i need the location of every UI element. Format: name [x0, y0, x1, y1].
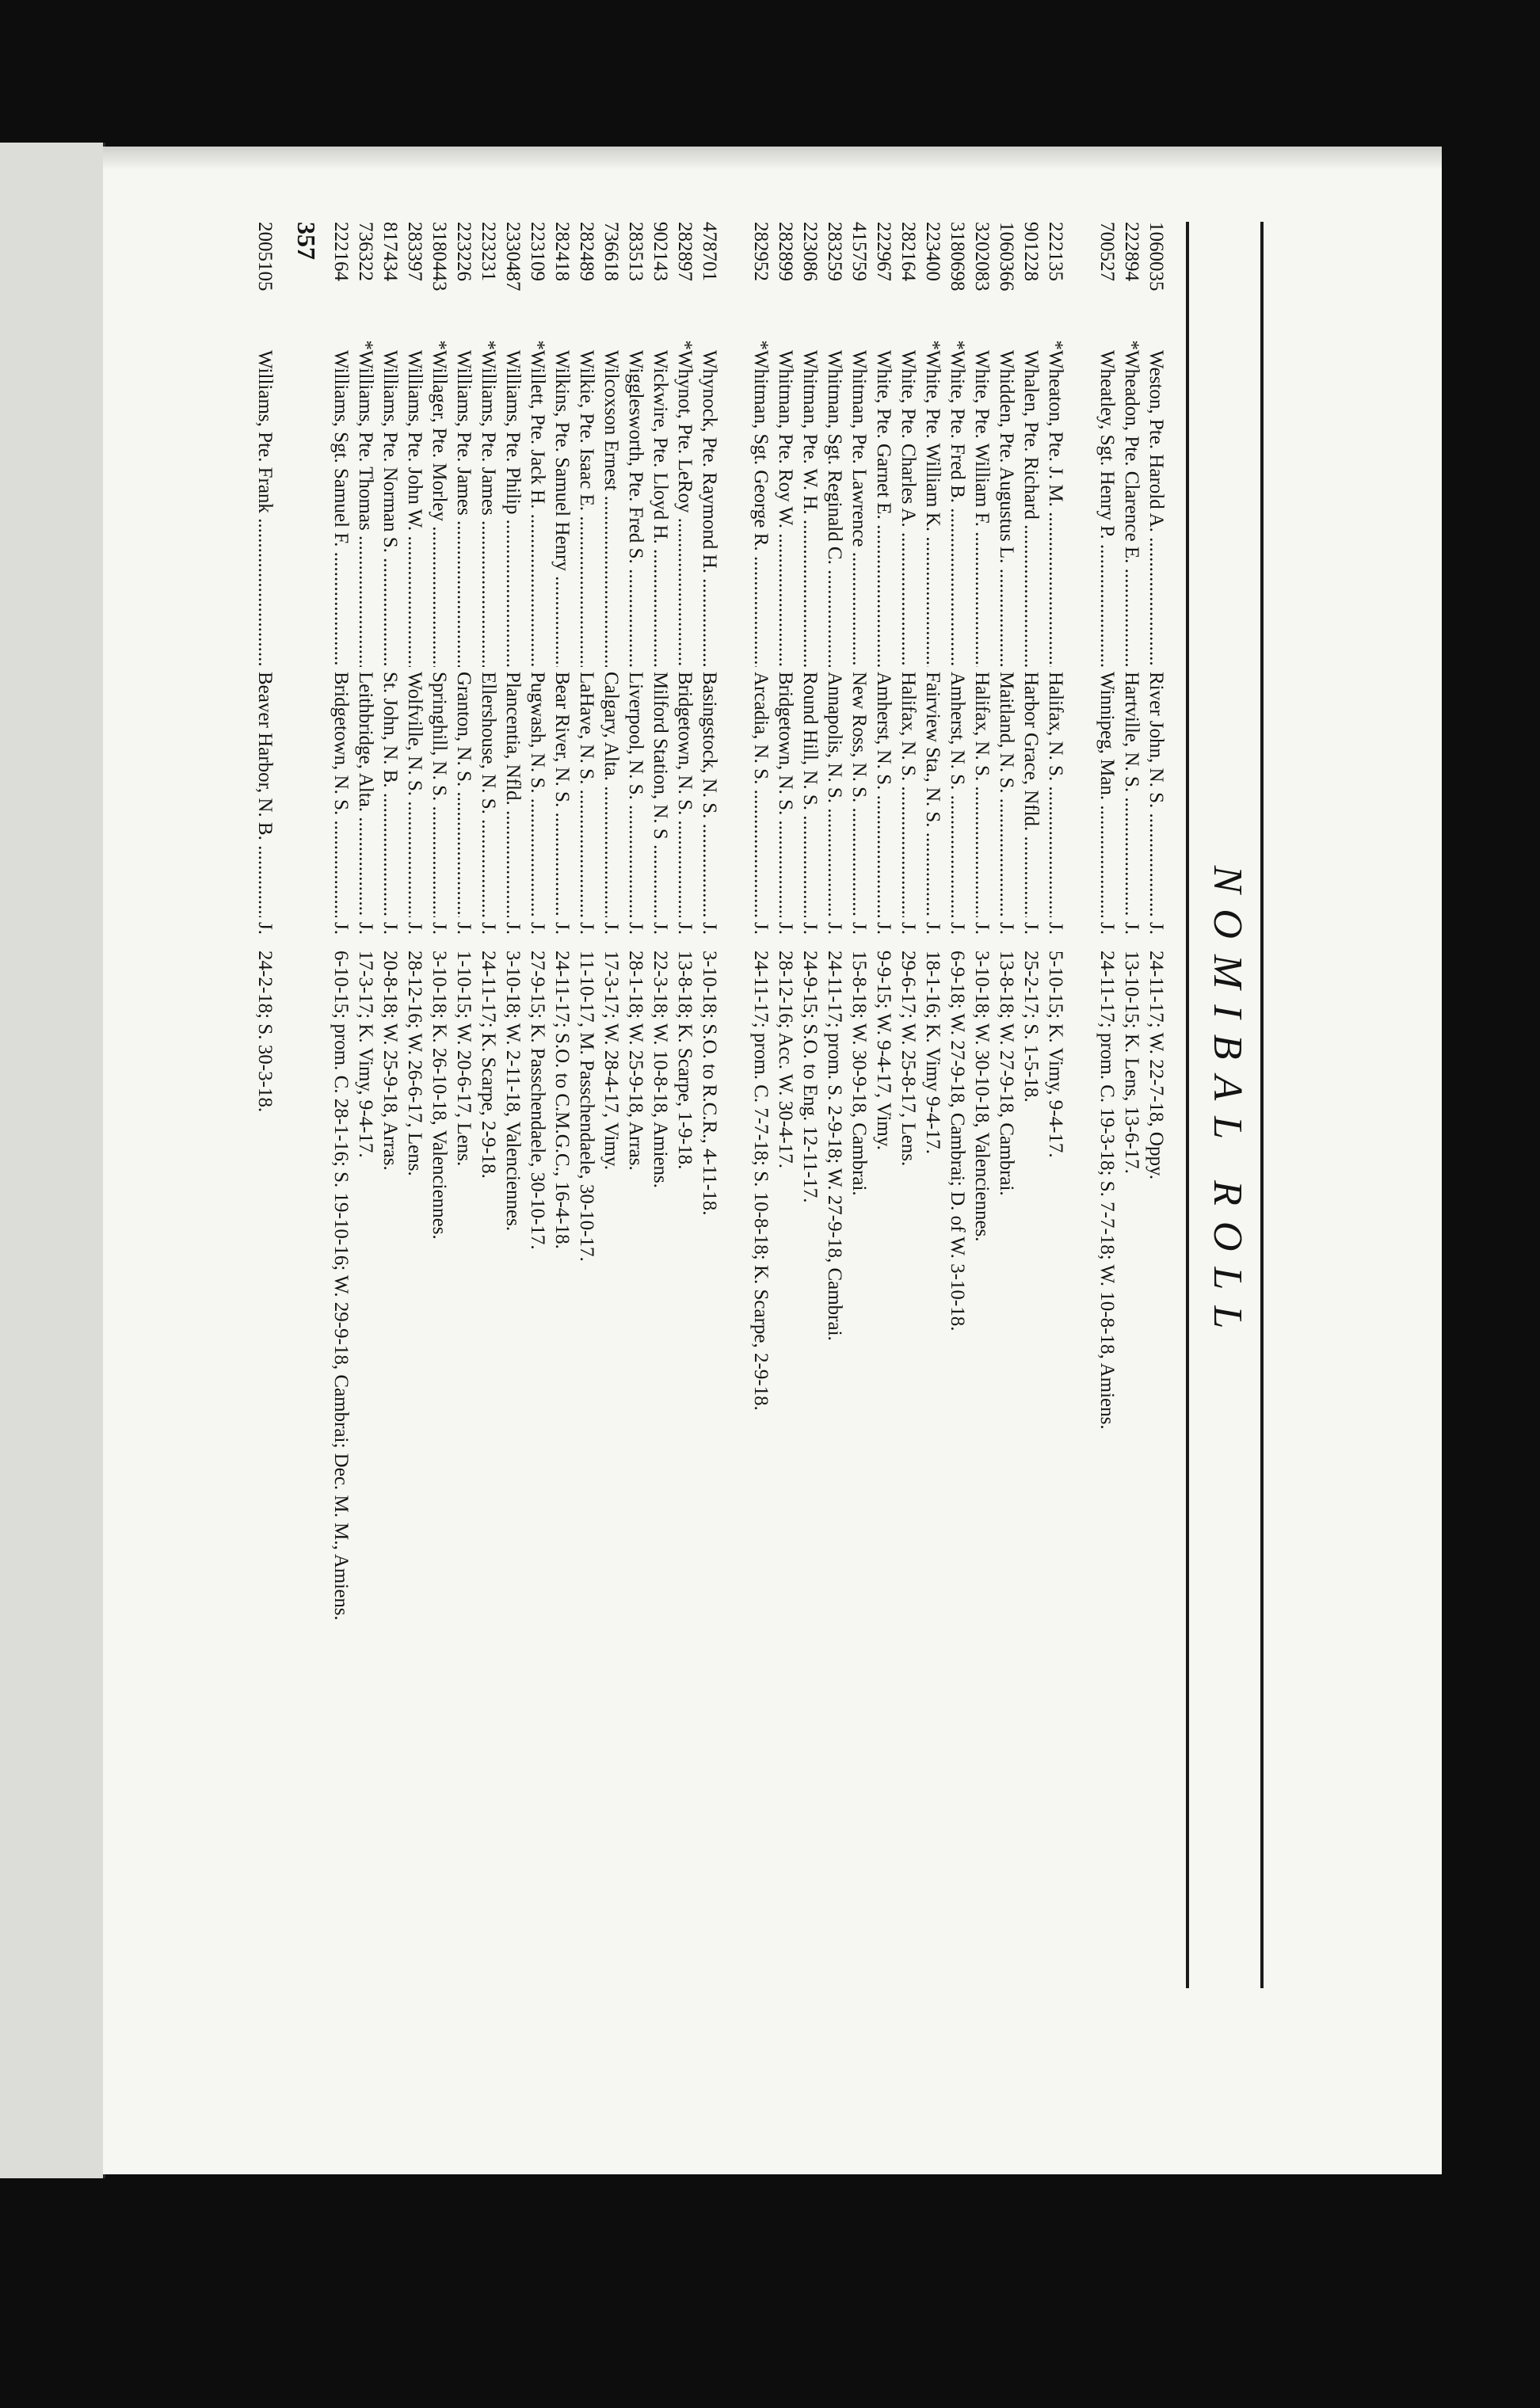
roll-entry — [427, 222, 452, 1988]
record-code: J. — [799, 922, 821, 935]
home-town: New Ross, N. S. ..... — [847, 672, 871, 917]
service-record: 29-6-17; W. 25-8-17, Lens. — [898, 951, 919, 1167]
record-code: J. — [600, 922, 622, 935]
home-town: Bridgetown, N. S. ..... — [773, 672, 798, 917]
soldier-name: Williams, Pte. Thomas ..... — [353, 350, 378, 667]
home-town: Wolfville, N. S. ..... — [402, 672, 427, 917]
service-record: 18-1-16; K. Vimy 9-4-17. — [922, 951, 943, 1155]
home-town: Bridgetown, N. S. ..... — [329, 672, 353, 917]
soldier-name: Willett, Pte. Jack H. ..... — [525, 350, 550, 667]
record-code: J. — [1096, 922, 1118, 935]
service-record: 24-11-17; S.O. to C.M.G.C., 16-4-18. — [551, 951, 573, 1249]
service-record: 17-3-17; K. Vimy, 9-4-17. — [355, 951, 376, 1158]
soldier-name: White, Pte. Fred B. ..... — [945, 350, 970, 667]
service-number: 223086 — [799, 222, 821, 281]
roll-entry — [501, 222, 525, 1988]
service-record: 28-12-16; Acc. W. 30-4-17. — [775, 951, 796, 1168]
service-number: 222894 — [1121, 222, 1142, 281]
page-header — [1186, 222, 1264, 1988]
service-number: 222967 — [873, 222, 894, 281]
home-town: Granton, N. S. ..... — [452, 672, 476, 917]
record-code: J. — [1020, 922, 1042, 935]
record-code: J. — [848, 922, 870, 935]
casualty-mark: * — [922, 340, 943, 350]
service-record: 13-10-15; K. Lens, 13-6-17. — [1121, 951, 1142, 1174]
service-record: 9-9-15; W. 9-4-17, Vimy. — [873, 951, 894, 1150]
service-number: 2330487 — [502, 222, 524, 291]
rotated-page-content — [254, 222, 1264, 1988]
service-number: 223400 — [922, 222, 943, 281]
roll-entry — [945, 222, 970, 1988]
service-number: 223231 — [478, 222, 499, 281]
record-code: J. — [429, 922, 450, 935]
record-code: J. — [898, 922, 919, 935]
soldier-name: Williams, Pte. John W. ..... — [402, 350, 427, 667]
soldier-name: Whalen, Pte. Richard ..... — [1019, 350, 1043, 667]
roll-entry — [773, 222, 798, 1988]
record-code: J. — [873, 922, 894, 935]
roll-entry — [304, 222, 353, 1988]
page-number: 357 — [292, 222, 321, 260]
soldier-name: Whynot, Pte. LeRoy ..... — [673, 350, 697, 667]
soldier-name: Williams, Pte. Norman S. ..... — [378, 350, 402, 667]
roll-entry — [1119, 222, 1144, 1988]
roll-entry — [402, 222, 427, 1988]
casualty-mark: * — [527, 340, 548, 350]
roll-entry — [353, 222, 378, 1988]
record-code: J. — [947, 922, 968, 935]
home-town: Beaver Harbor, N. B. ..... — [253, 672, 277, 917]
roll-entry — [648, 222, 673, 1988]
home-town: Liverpool, N. S. ..... — [623, 672, 648, 917]
service-record: 24-11-17; prom. C. 7-7-18; S. 10-8-18; K. Scarpe, 2-9-18. — [750, 951, 772, 1411]
service-record: 3-10-18; S.O. to R.C.R., 4-11-18. — [699, 951, 720, 1216]
roll-entry — [970, 222, 994, 1988]
home-town: Bear River, N. S. ..... — [550, 672, 574, 917]
service-record: 6-9-18; W. 27-9-18, Cambrai; D. of W. 3-10-18. — [947, 951, 968, 1332]
home-town: Arcadia, N. S. ..... — [749, 672, 773, 917]
record-code: J. — [404, 922, 425, 935]
roll-entry — [798, 222, 822, 1988]
soldier-name: White, Pte. Garnet E. ..... — [871, 350, 896, 667]
record-code: J. — [699, 922, 720, 935]
service-number: 223226 — [453, 222, 475, 281]
roll-entry — [994, 222, 1019, 1988]
soldier-name: Wickwire, Pte. Lloyd H. ..... — [648, 350, 673, 667]
roll-entry — [749, 222, 773, 1988]
home-town: Halifax, N. S. ..... — [896, 672, 921, 917]
service-record: 1-10-15; W. 20-6-17, Lens. — [453, 951, 475, 1167]
service-record: 27-9-15; K. Passchendaele, 30-10-17. — [527, 951, 548, 1250]
record-code: J. — [775, 922, 796, 935]
service-number: 282899 — [775, 222, 796, 281]
service-number: 736618 — [600, 222, 622, 281]
home-town: Hartville, N. S. ..... — [1119, 672, 1144, 917]
soldier-name: Whitman, Sgt. Reginald C. ..... — [822, 350, 847, 667]
group-gap — [722, 222, 749, 1988]
service-record: 24-11-17; prom. C. 19-3-18; S. 7-7-18; W. 10-8-18, Amiens. — [1096, 951, 1118, 1430]
soldier-name: Whidden, Pte. Augustus L. ..... — [994, 350, 1019, 667]
home-town: Amherst, N. S. ..... — [945, 672, 970, 917]
soldier-name: Whitman, Pte. W. H. ..... — [798, 350, 822, 667]
record-code: J. — [551, 922, 573, 935]
record-code: J. — [996, 922, 1017, 935]
soldier-name: Williams, Sgt. Samuel F. ..... — [329, 350, 353, 667]
service-number: 2005105 — [254, 222, 276, 291]
roll-entry — [847, 222, 871, 1988]
soldier-name: Whitman, Pte. Roy W. ..... — [773, 350, 798, 667]
casualty-mark: * — [674, 340, 696, 350]
soldier-name: Wilkins, Pte. Samuel Henry ..... — [550, 350, 574, 667]
soldier-name: Williams, Pte. James ..... — [476, 350, 501, 667]
home-town: Basingstock, N. S. ..... — [697, 672, 722, 917]
roll-entry — [550, 222, 574, 1988]
service-number: 283513 — [625, 222, 646, 281]
record-code: J. — [650, 922, 671, 935]
soldier-name: Wilkie, Pte. Isaac E. ..... — [574, 350, 599, 667]
roll-entry — [476, 222, 501, 1988]
record-code: J. — [1121, 922, 1142, 935]
service-number: 222135 — [1045, 222, 1066, 281]
soldier-name: Whynock, Pte. Raymond H. ..... — [697, 350, 722, 667]
record-code: J. — [379, 922, 401, 935]
casualty-mark: * — [947, 340, 968, 350]
service-record: 17-3-17; W. 28-4-17, Vimy. — [600, 951, 622, 1170]
record-code: J. — [750, 922, 772, 935]
roll-entry — [378, 222, 402, 1988]
home-town: St. John, N. B. ..... — [378, 672, 402, 917]
roll-entry — [822, 222, 847, 1988]
service-number: 736322 — [355, 222, 376, 281]
service-number: 700527 — [1096, 222, 1118, 281]
service-number: 3180443 — [429, 222, 450, 291]
home-town: Pugwash, N. S. ..... — [525, 672, 550, 917]
soldier-name: Wheatley, Sgt. Henry P. ..... — [1095, 350, 1119, 667]
casualty-mark: * — [355, 340, 376, 350]
casualty-mark: * — [478, 340, 499, 350]
service-record: 20-8-18; W. 25-9-18, Arras. — [379, 951, 401, 1171]
casualty-mark: * — [1045, 340, 1066, 350]
roll-entry — [871, 222, 896, 1988]
service-record: 24-11-17; K. Scarpe, 2-9-18. — [478, 951, 499, 1179]
soldier-name: Williams, Pte. Frank ..... — [253, 350, 277, 667]
soldier-name: Wheaton, Pte. J. M. ..... — [1043, 350, 1068, 667]
record-code: J. — [355, 922, 376, 935]
service-number: 282489 — [576, 222, 597, 281]
soldier-name: White, Pte. William K. ..... — [921, 350, 945, 667]
casualty-mark: * — [429, 340, 450, 350]
roll-entry — [574, 222, 599, 1988]
record-code: J. — [502, 922, 524, 935]
soldier-name: White, Pte. Charles A. ..... — [896, 350, 921, 667]
record-code: J. — [971, 922, 993, 935]
service-record: 15-8-18; W. 30-9-18, Cambrai. — [848, 951, 870, 1196]
record-code: J. — [478, 922, 499, 935]
service-record: 24-11-17; prom. S. 2-9-18; W. 27-9-18, Cambrai. — [824, 951, 845, 1341]
home-town: Round Hill, N. S. ..... — [798, 672, 822, 917]
home-town: Halifax, N. S. ..... — [1043, 672, 1068, 917]
service-record: 3-10-18; W. 2-11-18, Valenciennes. — [502, 951, 524, 1232]
service-number: 1060366 — [996, 222, 1017, 291]
soldier-name: Williams, Pte. Philip ..... — [501, 350, 525, 667]
service-record: 13-8-18; K. Scarpe, 1-9-18. — [674, 951, 696, 1170]
service-record: 11-10-17, M. Passchendaele, 30-10-17. — [576, 951, 597, 1262]
record-code: J. — [527, 922, 548, 935]
casualty-mark: * — [1121, 340, 1142, 350]
home-town: Ellershouse, N. S. ..... — [476, 672, 501, 917]
service-number: 3202083 — [971, 222, 993, 291]
service-number: 282418 — [551, 222, 573, 281]
soldier-name: Willager, Pte. Morley ..... — [427, 350, 452, 667]
home-town: Plancentia, Nfld. ..... — [501, 672, 525, 917]
record-code: J. — [330, 922, 352, 935]
record-code: J. — [576, 922, 597, 935]
roll-entry — [673, 222, 697, 1988]
service-number: 817434 — [379, 222, 401, 281]
home-town: Calgary, Alta. ..... — [599, 672, 623, 917]
soldier-name: Williams, Pte. James ..... — [452, 350, 476, 667]
service-number: 902143 — [650, 222, 671, 281]
service-number: 283397 — [404, 222, 425, 281]
home-town: Springhill, N. S. ..... — [427, 672, 452, 917]
service-record: 24-2-18; S. 30-3-18. — [254, 951, 276, 1113]
casualty-mark: * — [750, 340, 772, 350]
roll-entry — [697, 222, 722, 1988]
record-code: J. — [453, 922, 475, 935]
roll-entry — [1019, 222, 1043, 1988]
service-record: 25-2-17; S. 1-5-18. — [1020, 951, 1042, 1103]
roll-entry — [525, 222, 550, 1988]
home-town: Maitland, N. S. ..... — [994, 672, 1019, 917]
home-town: Winnipeg, Man. ..... — [1095, 672, 1119, 917]
home-town: Halifax, N. S. ..... — [970, 672, 994, 917]
service-record: 13-8-18; W. 27-9-18, Cambrai. — [996, 951, 1017, 1196]
service-record: 22-3-18; W. 10-8-18, Amiens. — [650, 951, 671, 1188]
home-town: Amherst, N. S. ..... — [871, 672, 896, 917]
soldier-name: Wigglesworth, Pte. Fred S. ..... — [623, 350, 648, 667]
group-gap — [277, 222, 304, 1988]
service-record: 5-10-15; K. Vimy, 9-4-17. — [1045, 951, 1066, 1158]
home-town: Harbor Grace, Nfld. ..... — [1019, 672, 1043, 917]
service-number: 3180698 — [947, 222, 968, 291]
service-record: 3-10-18; W. 30-10-18, Valenciennes. — [971, 951, 993, 1242]
service-number: 1060035 — [1145, 222, 1167, 291]
group-gap — [1068, 222, 1095, 1988]
home-town: Annapolis, N. S. ..... — [822, 672, 847, 917]
home-town: Fairview Sta., N. S. ..... — [921, 672, 945, 917]
service-number: 282897 — [674, 222, 696, 281]
record-code: J. — [674, 922, 696, 935]
soldier-name: White, Pte. William F. ..... — [970, 350, 994, 667]
record-code: J. — [625, 922, 646, 935]
service-number: 415759 — [848, 222, 870, 281]
service-number: 283259 — [824, 222, 845, 281]
service-record: 28-1-18; W. 25-9-18, Arras. — [625, 951, 646, 1171]
service-record: 3-10-18; K. 26-10-18, Valenciennes. — [429, 951, 450, 1240]
roll-entry — [1144, 222, 1168, 1988]
record-code: J. — [1045, 922, 1066, 935]
home-town: Leithbridge, Alta. ..... — [353, 672, 378, 917]
home-town: River John, N. S. ..... — [1144, 672, 1168, 917]
home-town: LaHave, N. S. ..... — [574, 672, 599, 917]
soldier-name: Whitman, Pte. Lawrence ..... — [847, 350, 871, 667]
service-number: 222164 — [330, 222, 352, 281]
service-record: 6-10-15; prom. C. 28-1-16; S. 19-10-16; W. 29-9-18, Cambrai; Dec. M. M., Amiens. — [330, 951, 352, 1621]
nominal-roll-list — [253, 222, 1168, 1988]
soldier-name: Wilcoxson Ernest ..... — [599, 350, 623, 667]
soldier-name: Wheadon, Pte. Clarence E. ..... — [1119, 350, 1144, 667]
roll-entry — [896, 222, 921, 1988]
page-shadow — [103, 147, 1442, 170]
roll-entry — [599, 222, 623, 1988]
record-code: J. — [254, 922, 276, 935]
roll-entry — [452, 222, 476, 1988]
roll-entry — [253, 222, 277, 1988]
roll-entry — [1095, 222, 1119, 1988]
service-number: 478701 — [699, 222, 720, 281]
service-record: 24-11-17; W. 22-7-18, Oppy. — [1145, 951, 1167, 1180]
service-number: 282952 — [750, 222, 772, 281]
record-code: J. — [922, 922, 943, 935]
service-record: 28-12-16; W. 26-6-17, Lens. — [404, 951, 425, 1176]
service-number: 901228 — [1020, 222, 1042, 281]
soldier-name: Weston, Pte. Harold A. ..... — [1144, 350, 1168, 667]
page-title: NOMIBAL ROLL — [1205, 865, 1250, 1345]
roll-entry — [623, 222, 648, 1988]
adjacent-page-edge — [0, 143, 105, 2178]
soldier-name: Whitman, Sgt. George R. ..... — [749, 350, 773, 667]
record-code: J. — [1145, 922, 1167, 935]
record-code: J. — [824, 922, 845, 935]
home-town: Milford Station, N. S ..... — [648, 672, 673, 917]
roll-entry — [921, 222, 945, 1988]
home-town: Bridgetown, N. S. ..... — [673, 672, 697, 917]
service-record: 24-9-15; S.O. to Eng. 12-11-17. — [799, 951, 821, 1203]
service-number: 282164 — [898, 222, 919, 281]
service-number: 223109 — [527, 222, 548, 281]
roll-entry — [1043, 222, 1068, 1988]
